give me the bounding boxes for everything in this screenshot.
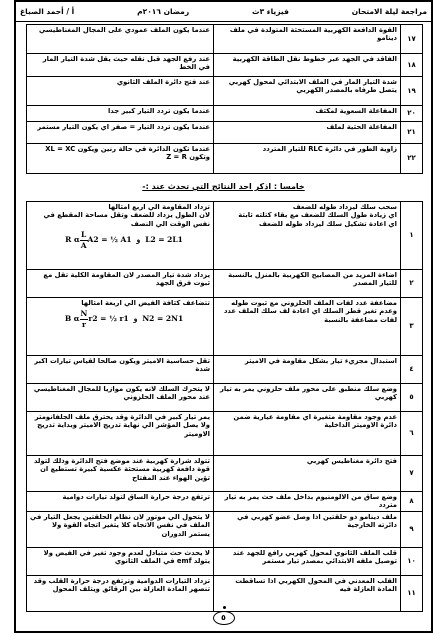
cause-cell (214, 106, 401, 122)
row-number: ٧ (401, 456, 423, 492)
result-cell (27, 492, 214, 512)
result-cell (27, 356, 214, 384)
result-text: تقل حساسية الاميتر ويكون صالحا لقياس تيارات اكبر شدة (34, 357, 210, 374)
cause-text: قلب الملف الثانوي لمحول كهربي رافع للجهد عند توصيل ملفه الابتدائي بمصدر تيار مستمر (232, 549, 397, 566)
result-cell (27, 512, 214, 548)
formula-term: N2 = 2N1 (142, 314, 184, 324)
cause-text: المفاعلة الحثية لملف (326, 123, 397, 131)
table-row (27, 356, 423, 384)
formula-and: و (136, 235, 141, 245)
result-cell (27, 122, 214, 144)
cause-cell (214, 356, 401, 384)
result-text: يزداد شدة تيار المصدر لان المقاومة الكلية تقل مع ثبوت فرق الجهد (43, 271, 210, 288)
result-text: عند فتح دائرة الملف الثانوي (116, 78, 210, 86)
fraction (80, 230, 88, 250)
formula (30, 309, 210, 329)
cause-cell (214, 412, 401, 456)
result-cell (27, 202, 214, 270)
formula-relation (65, 230, 87, 250)
cause-text: القلب المعدني في المحول الكهربي اذا تساقطت المادة العازلة فيه (235, 577, 397, 594)
result-text: ترتفع درجة حرارة الساق لتولد تيارات دوامية (62, 493, 210, 501)
top-table (26, 24, 423, 174)
row-number: ١ (401, 202, 423, 270)
fraction-top: N (80, 309, 88, 319)
row-number: ٢٢ (401, 144, 423, 174)
formula-relation (64, 309, 89, 329)
result-text: عندما تكون الدائرة في حالة رنين ويكون XL = XC وتكون Z = R (45, 145, 210, 162)
result-cell (27, 54, 214, 77)
cause-text: استبدال مجزيء تيار بشكل مقاومة في الاميتر (244, 357, 397, 365)
page-header (16, 2, 431, 22)
formula-lhs: R α (65, 235, 80, 245)
header-right: مراجعة ليلة الامتحان (351, 7, 427, 16)
result-text: يمر تيار كبير في الدائرة وقد يحترق ملف الجلفانومتر ولا يصل المؤشر الي نهاية تدريج الاميتر وبداية تدريج الاوميتر (34, 413, 210, 438)
table-row (27, 456, 423, 492)
result-cell (27, 144, 214, 174)
cause-cell (214, 548, 401, 576)
result-cell (27, 576, 214, 612)
cause-cell (214, 202, 401, 270)
table-row (27, 298, 423, 356)
formula-term: A2 = ½ A1 (87, 235, 132, 245)
result-text: لا يتحرك السلك لانه يكون موازيا للمجال المغناطيسي عند محور الملف الحلزوني (33, 385, 210, 402)
result-cell (27, 384, 214, 412)
result-text: لا يحدث حث متبادل لعدم وجود تغير في الفيض ولا يتولد emf في الملف الثانوي (43, 549, 210, 566)
result-text: تتضاعف كثافة الفيض الي اربعة امثالها (81, 299, 210, 307)
row-number: ١٨ (401, 54, 423, 77)
page-number: ٥ (213, 611, 235, 625)
header-subject: فيزياء ٣ث (252, 7, 289, 16)
formula-term: L2 = 2L1 (145, 235, 183, 245)
cause-text: وضع ساق من الالومنيوم بداخل ملف حث يمر به تيار متردد (224, 493, 397, 510)
table-row (27, 54, 423, 77)
cause-text: مضاعفة عدد لفات الملف الحلزوني مع ثبوت طوله وعدم تغير قطر السلك اي اعادة لف سلك الملف عدد لفات مضاعفة بالنسبة (223, 299, 397, 324)
result-text: عندما يكون الملف عمودي على المجال المغناطيسي (38, 26, 210, 34)
cause-text: فتح دائرة مغناطيس كهربي (306, 457, 397, 465)
cause-cell (214, 144, 401, 174)
page (14, 0, 433, 633)
fraction-top: L (80, 230, 87, 240)
cause-text: ملف دينامو ذو حلقتين اذا وصل عضو كهربي في دائرته الخارجية (237, 513, 397, 530)
row-number: ٨ (401, 492, 423, 512)
formula-lhs: B α (64, 314, 80, 324)
row-number: ١٩ (401, 77, 423, 106)
result-cell (27, 412, 214, 456)
cause-cell (214, 270, 401, 298)
decorative-dot (223, 606, 226, 609)
section-title: خامسا : اذكر احد النتائج التي تحدث عند :- (142, 182, 305, 191)
row-number: ٩ (401, 512, 423, 548)
cause-cell (214, 456, 401, 492)
row-number: ١٧ (401, 25, 423, 54)
row-number: ٢١ (401, 122, 423, 144)
header-author: أ / أحمد الصباغ (20, 7, 75, 16)
cause-text: وضع سلك منطبق على محور ملف حلزوني يمر به تيار كهربي (219, 385, 397, 402)
table-row (27, 122, 423, 144)
table-row (27, 548, 423, 576)
table-row (27, 106, 423, 122)
fraction-bottom: A (80, 240, 87, 250)
result-text: تزداد المقاومة الي اربع امثالها لان الطول يزداد للضعف وتقل مساحة المقطع في نفس الوقت الي النصف (43, 203, 210, 228)
cause-text: القوة الدافعة الكهربية المستحثة المتولدة في ملف دينامو (229, 26, 397, 43)
result-text: لا يتحول الي موتور لان نظام الحلقتين يجعل التيار في الملف في نفس الاتجاه كلا يتغير اتجاه القوة ولا يستمر الدوران (30, 513, 210, 538)
row-number: ٢ (401, 270, 423, 298)
row-number: ٣ (401, 298, 423, 356)
result-cell (27, 298, 214, 356)
table-row (27, 384, 423, 412)
cause-cell (214, 298, 401, 356)
cause-cell (214, 384, 401, 412)
cause-text: المفاعلة السعوية لمكثف (315, 107, 397, 115)
bottom-table (26, 201, 423, 612)
row-number: ٦ (401, 412, 423, 456)
table-row (27, 270, 423, 298)
cause-text: عدم وجود مقاومة متغيرة اي مقاومة عيارية ضمن دائرة الاوميتر الداخلية (233, 413, 397, 430)
fraction-bottom: r (82, 319, 86, 329)
row-number: ١٠ (401, 548, 423, 576)
formula (30, 230, 210, 250)
table-row (27, 202, 423, 270)
table-row (27, 512, 423, 548)
table-row (27, 144, 423, 174)
formula-and: و (133, 314, 138, 324)
result-text: تتولد شرارة كهربية عند موضع فتح الدائرة وذلك لتولد قوة دافعة كهربية مستحثة عكسية كبيرة تستطيع ان تؤين الهواء عند المفتاح (33, 457, 210, 482)
cause-text: اضاءة المزيد من المصابيح الكهربية بالمنزل بالنسبة للتيار المصدر (228, 271, 397, 288)
cause-cell (214, 25, 401, 54)
cause-text: زاوية الطور في دائرة RLC للتيار المتردد (262, 145, 397, 153)
result-text: عند رفع الجهد قبل نقله حيث يقل شدة التيار المار في الخط (42, 55, 210, 72)
cause-text: سحب سلك ليزداد طوله للضعف اي زيادة طول السلك للضعف مع بقاء كتلته ثابتة اي اعادة تشكيل سلك ليزداد طوله للضعف (238, 203, 397, 228)
table-row (27, 25, 423, 54)
cause-cell (214, 512, 401, 548)
cause-cell (214, 77, 401, 106)
cause-cell (214, 122, 401, 144)
result-cell (27, 106, 214, 122)
table-row (27, 492, 423, 512)
result-cell (27, 270, 214, 298)
result-text: تزداد التيارات الدوامية وترتفع درجة حرارة القلب وقد تنصهر المادة العازلة بين الرقائق ويتلف المحول (33, 577, 210, 594)
header-date: رمضان ٢٠١٦م (137, 7, 190, 16)
result-cell (27, 77, 214, 106)
cause-text: شدة التيار المار في الملف الابتدائي لمحول كهربي يتصل طرفاه بالمصدر الكهربي (228, 78, 397, 95)
result-cell (27, 25, 214, 54)
result-cell (27, 548, 214, 576)
row-number: ١١ (401, 576, 423, 612)
table-row (27, 77, 423, 106)
result-text: عندما يكون تردد التيار كبير جدا (107, 107, 210, 115)
cause-cell (214, 54, 401, 77)
cause-text: الفاقد في الجهد عبر خطوط نقل الطاقة الكهربية (232, 55, 397, 63)
row-number: ٥ (401, 384, 423, 412)
row-number: ٢٠ (401, 106, 423, 122)
row-number: ٤ (401, 356, 423, 384)
table-row (27, 412, 423, 456)
cause-cell (214, 576, 401, 612)
cause-cell (214, 492, 401, 512)
formula-term: r2 = ½ r1 (88, 314, 129, 324)
result-cell (27, 456, 214, 492)
result-text: عندما يكون تردد التيار = صفر اي يكون التيار مستمر (37, 123, 210, 131)
